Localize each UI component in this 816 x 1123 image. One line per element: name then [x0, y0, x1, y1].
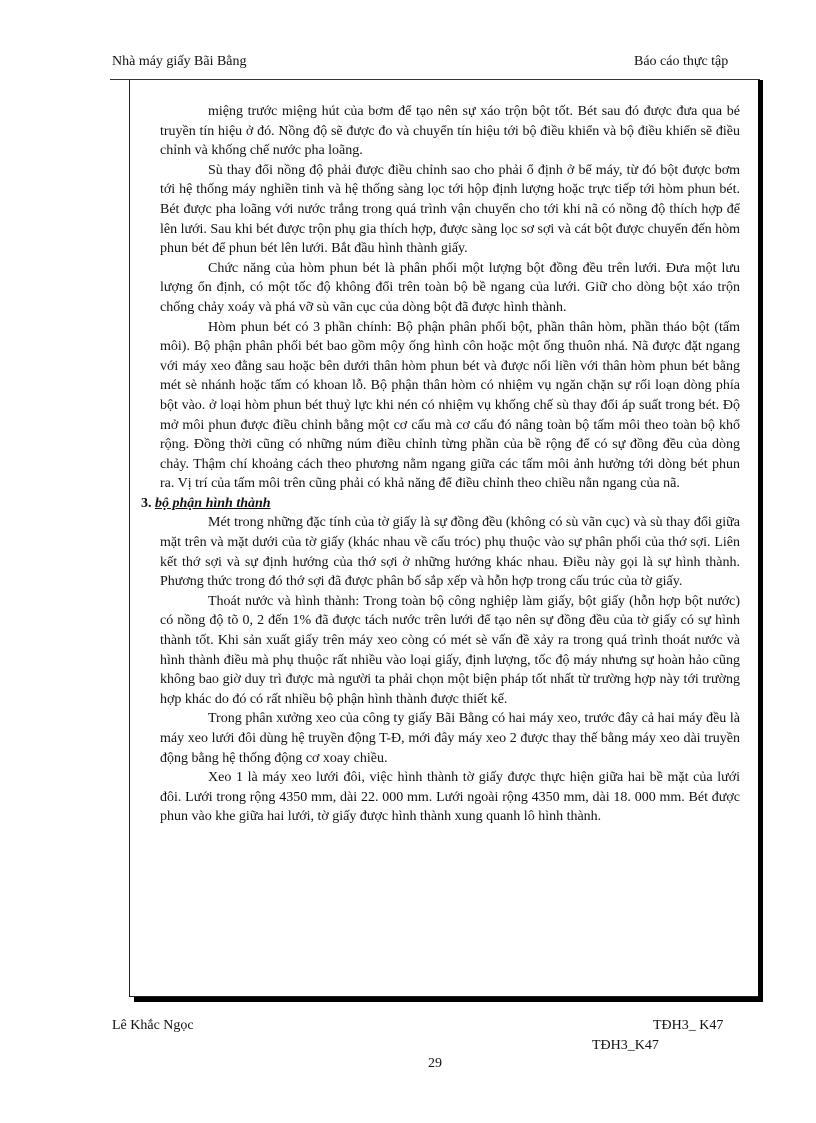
- paragraph: Thoát nước và hình thành: Trong toàn bộ công nghiệp làm giấy, bột giấy (hỗn hợp bột nước) có nồng độ tõ 0, 2 đến 1% đã được tách nước trên lưới để tạo nên sự đồng đều của tờ giấy có sự hình thành tốt. Khi sản xuất giấy trên máy xeo còng có mét sè vấn đề xảy ra trong quá trình thoát nước và hình thành điều mà phụ thuộc rất nhiều vào loại giấy, định lượng, tốc độ máy nhưng sự hoàn hảo cũng không bao giờ duy trì được mà người ta phải chọn một biện pháp tốt nhất từ trường hợp này tới trường hợp khác do đó có rất nhiều bộ phận hình thành được thiết kế.: [160, 593, 740, 707]
- footer-class: TĐH3_ K47: [653, 1018, 724, 1033]
- paragraph: miệng trước miệng hút của bơm để tạo nên sự xáo trộn bột tốt. Bét sau đó được đưa qua bé truyền tín hiệu ở đó. Nồng độ sẽ được đo và chuyển tín hiệu tới bộ điều khiển và bộ điều khiển sẽ điều chỉnh và khống chế nước pha loãng.: [160, 104, 740, 159]
- frame-left-border: [129, 80, 130, 997]
- body-text: [141, 102, 740, 827]
- paragraph: Sù thay đổi nồng độ phải được điều chỉnh sao cho phải ổ định ở bể máy, từ đó bột được bơm tới hệ thống máy nghiền tinh và hệ thống sàng lọc tới hộp định lượng hoặc trực tiếp tới hòm phun bét. Bét được pha loãng với nước trắng trong quá trình vận chuyển cho tới khi nã có nồng độ thích hợp để lên lưới. Sau khi bét được trộn phụ gia thích hợp, được sàng lọc sơ sợi và cát bột được chuyển đến hòm phun bét để phun bét lên lưới. Bắt đầu hình thành giấy.: [160, 162, 740, 257]
- footer-author: Lê Khắc Ngọc: [112, 1018, 194, 1033]
- paragraph: Chức năng của hòm phun bét là phân phối một lượng bột đồng đều trên lưới. Đưa một lưu lượng ổn định, có một tốc độ không đổi trên toàn bộ bề ngang của lưới. Giữ cho dòng bột xáo trộn chống chảy xoáy và phá vỡ sù vãn cục của dòng bột đã được hình thành.: [160, 260, 740, 315]
- section-title: bộ phận hình thành: [155, 495, 271, 511]
- paragraph: Hòm phun bét có 3 phần chính: Bộ phận phân phối bột, phần thân hòm, phần tháo bột (tấm môi). Bộ phận phân phối bét bao gồm mộy ống hình côn hoặc một ống thuôn nhá. Nã được đặt ngang với máy xeo đằng sau hoặc bên dưới thân hòm phun bét và được nối liền với thân hòm phun bét bằng mét sè nhánh hoặc tấm có khoan lỗ. Bộ phận thân hòm có nhiệm vụ ngăn chặn sự rối loạn dòng phía bột vào. ở loại hòm phun bét thuỷ lực khi nén có nhiệm vụ khống chế sù thay đổi áp suất trong bét. Độ mở môi phun được điều chỉnh bằng một cơ cấu mà cơ cấu đó nâng toàn bộ tấm môi theo toàn bộ khổ rộng. Đồng thời cũng có những núm điều chỉnh từng phần của bề rộng để có sự đồng đều của dòng chảy. Thậm chí khoảng cách theo phương nằm ngang giữa các tấm môi ảnh hưởng tới dòng bét phun ra. Vị trí của tấm môi trên cũng phải có khả năng để điều chỉnh theo chiều nằn ngang của nã.: [160, 319, 740, 492]
- section-heading: [141, 494, 740, 514]
- paragraph: Xeo 1 là máy xeo lưới đôi, việc hình thành tờ giấy được thực hiện giữa hai bề mặt của lưới đôi. Lưới trong rộng 4350 mm, dài 22. 000 mm. Lưới ngoài rộng 4350 mm, dài 18. 000 mm. Bét được phun vào khe giữa hai lưới, tờ giấy được hình thành xung quanh lô hình thành.: [160, 770, 740, 825]
- section-number: 3.: [141, 495, 152, 511]
- page-number: 29: [428, 1056, 442, 1071]
- header-company: Nhà máy giấy Bãi Bằng: [112, 54, 247, 69]
- footer-class-secondary: TĐH3_K47: [592, 1038, 659, 1053]
- paragraph: Mét trong những đặc tính của tờ giấy là sự đồng đều (không có sù vãn cục) và sù thay đổi giữa mặt trên và mặt dưới của tờ giấy (khác nhau về cấu tróc) phụ thuộc vào sự phân phối của thớ sợi. Liên kết thớ sợi và sự định hướng của thớ sợi ở những hướng khác nhau. Điều này gọi là sự hình thành. Phương thức trong đó thớ sợi đã được phân bố sắp xếp và hỗn hợp trong cấu trúc của tờ giấy.: [160, 515, 740, 590]
- header-rule: [110, 79, 760, 80]
- paragraph: Trong phân xưởng xeo của công ty giấy Bãi Bằng có hai máy xeo, trước đây cả hai máy đều là máy xeo lưới đôi dùng hệ truyền động T-Đ, mới đây máy xeo 2 được thay thế bằng máy xeo dài truyền động bằng hệ thống động cơ xoay chiều.: [160, 711, 740, 766]
- frame-bottom-shadow: [134, 997, 763, 1002]
- frame-right-shadow: [758, 80, 763, 1002]
- header-report-title: Báo cáo thực tập: [634, 54, 729, 69]
